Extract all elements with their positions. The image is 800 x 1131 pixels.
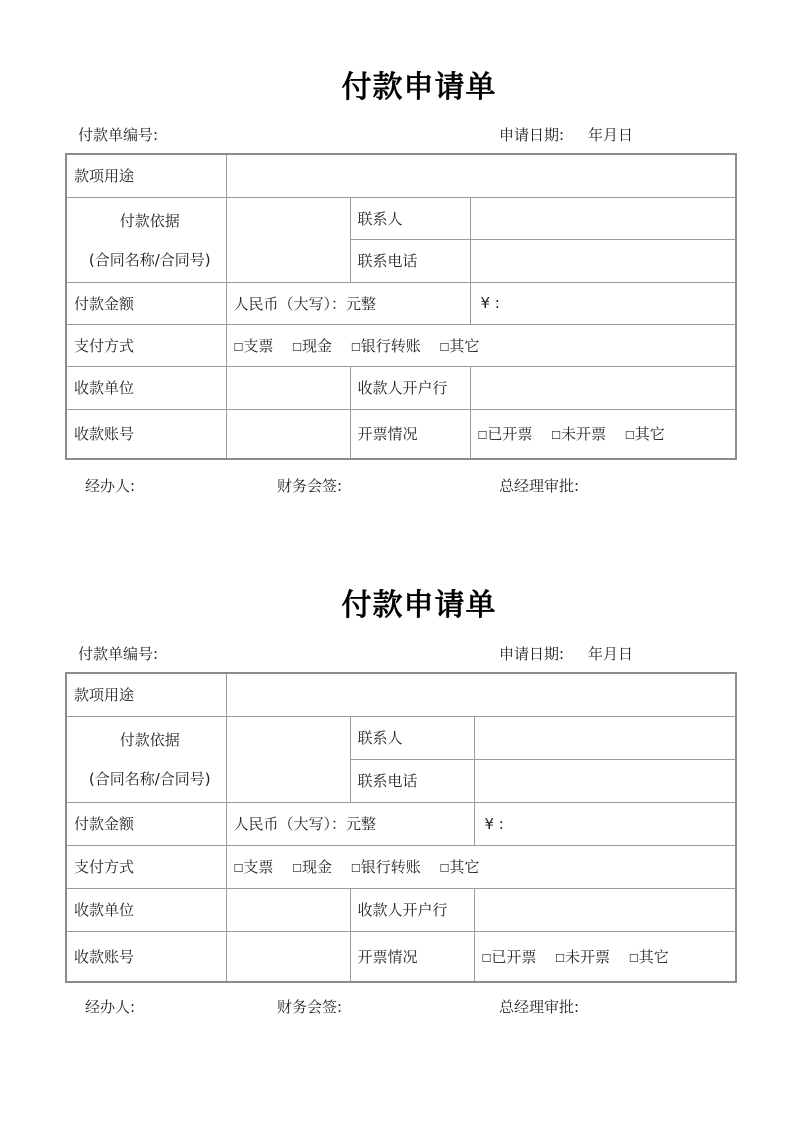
invoice-option-issued[interactable]: ☐已开票 — [481, 947, 537, 966]
payment-basis-field[interactable] — [226, 716, 350, 802]
invoice-option-issued[interactable]: ☐已开票 — [477, 425, 533, 444]
amount-words-field[interactable]: 人民币（大写）：元整 — [226, 282, 470, 324]
payee-bank-label: 收款人开户行 — [350, 888, 474, 931]
payment-method-label: 支付方式 — [66, 845, 226, 888]
finance-signature-label: 财务会签: — [277, 998, 343, 1016]
finance-signature-label: 财务会签: — [277, 477, 343, 495]
payee-bank-field[interactable] — [474, 888, 736, 931]
payee-field[interactable] — [226, 366, 350, 409]
checkbox-icon: ☐ — [350, 340, 361, 354]
contact-label: 联系人 — [350, 716, 474, 759]
method-option-cash[interactable]: ☐现金 — [292, 858, 333, 876]
payment-basis-field[interactable] — [226, 197, 350, 282]
payment-basis-label — [66, 716, 226, 802]
form-title: 付款申请单 — [341, 70, 497, 105]
application-date-label: 申请日期: — [499, 645, 565, 663]
invoice-option-not-issued[interactable]: ☐未开票 — [555, 947, 611, 966]
method-option-cheque[interactable]: ☐支票 — [233, 336, 274, 355]
checkbox-icon: ☐ — [233, 862, 244, 875]
checkbox-icon: ☐ — [624, 429, 635, 443]
payee-label: 收款单位 — [66, 888, 226, 931]
checkbox-icon: ☐ — [555, 951, 566, 965]
payment-table — [65, 672, 737, 983]
application-date-value: 年月日 — [588, 645, 634, 663]
payment-basis-label-line2: (合同名称/合同号) — [88, 250, 211, 269]
payment-basis-label-line1: 付款依据 — [119, 731, 180, 749]
serial-number-label: 付款单编号: — [78, 126, 159, 144]
serial-number-label: 付款单编号: — [78, 645, 159, 663]
checkbox-icon: ☐ — [628, 951, 639, 965]
payee-label: 收款单位 — [66, 366, 226, 409]
invoice-option-other[interactable]: ☐其它 — [624, 425, 665, 444]
method-option-cash[interactable]: ☐现金 — [292, 336, 333, 355]
form-title: 付款申请单 — [341, 588, 497, 623]
checkbox-icon: ☐ — [439, 340, 450, 354]
application-date-label: 申请日期: — [499, 126, 565, 144]
invoice-label: 开票情况 — [350, 931, 474, 982]
payment-basis-label — [66, 197, 226, 282]
amount-figures-field[interactable]: ¥ : — [470, 282, 736, 324]
invoice-label: 开票情况 — [350, 409, 470, 459]
payee-bank-field[interactable] — [470, 366, 736, 409]
checkbox-icon: ☐ — [292, 340, 303, 354]
payment-method-label: 支付方式 — [66, 324, 226, 366]
amount-label: 付款金额 — [66, 282, 226, 324]
payee-field[interactable] — [226, 888, 350, 931]
method-option-other[interactable]: ☐其它 — [439, 336, 480, 355]
method-option-cheque[interactable]: ☐支票 — [233, 858, 274, 876]
amount-words-field[interactable]: 人民币（大写）：元整 — [226, 802, 474, 845]
account-label: 收款账号 — [66, 409, 226, 459]
phone-field[interactable] — [470, 239, 736, 282]
payment-method-options — [226, 845, 736, 888]
invoice-options — [474, 931, 736, 982]
checkbox-icon: ☐ — [439, 862, 450, 875]
payment-basis-label-line2: (合同名称/合同号) — [88, 770, 211, 788]
checkbox-icon: ☐ — [233, 340, 244, 354]
payee-bank-label: 收款人开户行 — [350, 366, 470, 409]
amount-figures-field[interactable]: ¥ : — [474, 802, 736, 845]
purpose-label: 款项用途 — [66, 154, 226, 197]
account-field[interactable] — [226, 409, 350, 459]
invoice-option-other[interactable]: ☐其它 — [628, 947, 669, 966]
method-option-bank-transfer[interactable]: ☐银行转账 — [350, 336, 421, 355]
contact-field[interactable] — [474, 716, 736, 759]
payment-method-options — [226, 324, 736, 366]
phone-field[interactable] — [474, 759, 736, 802]
account-field[interactable] — [226, 931, 350, 982]
payment-table — [65, 153, 737, 460]
purpose-field[interactable] — [226, 673, 736, 716]
handler-signature-label: 经办人: — [85, 477, 136, 495]
checkbox-icon: ☐ — [350, 862, 361, 875]
account-label: 收款账号 — [66, 931, 226, 982]
contact-field[interactable] — [470, 197, 736, 239]
checkbox-icon: ☐ — [481, 951, 492, 965]
method-option-bank-transfer[interactable]: ☐银行转账 — [350, 858, 421, 876]
payment-basis-label-line1: 付款依据 — [119, 211, 180, 230]
checkbox-icon: ☐ — [292, 862, 303, 875]
invoice-options — [470, 409, 736, 459]
checkbox-icon: ☐ — [551, 429, 562, 443]
purpose-field[interactable] — [226, 154, 736, 197]
amount-label: 付款金额 — [66, 802, 226, 845]
invoice-option-not-issued[interactable]: ☐未开票 — [551, 425, 607, 444]
phone-label: 联系电话 — [350, 239, 470, 282]
phone-label: 联系电话 — [350, 759, 474, 802]
handler-signature-label: 经办人: — [85, 998, 136, 1016]
application-date-value: 年月日 — [588, 126, 634, 144]
method-option-other[interactable]: ☐其它 — [439, 858, 480, 876]
checkbox-icon: ☐ — [477, 429, 488, 443]
gm-approval-label: 总经理审批: — [499, 477, 580, 495]
contact-label: 联系人 — [350, 197, 470, 239]
gm-approval-label: 总经理审批: — [499, 998, 580, 1016]
purpose-label: 款项用途 — [66, 673, 226, 716]
